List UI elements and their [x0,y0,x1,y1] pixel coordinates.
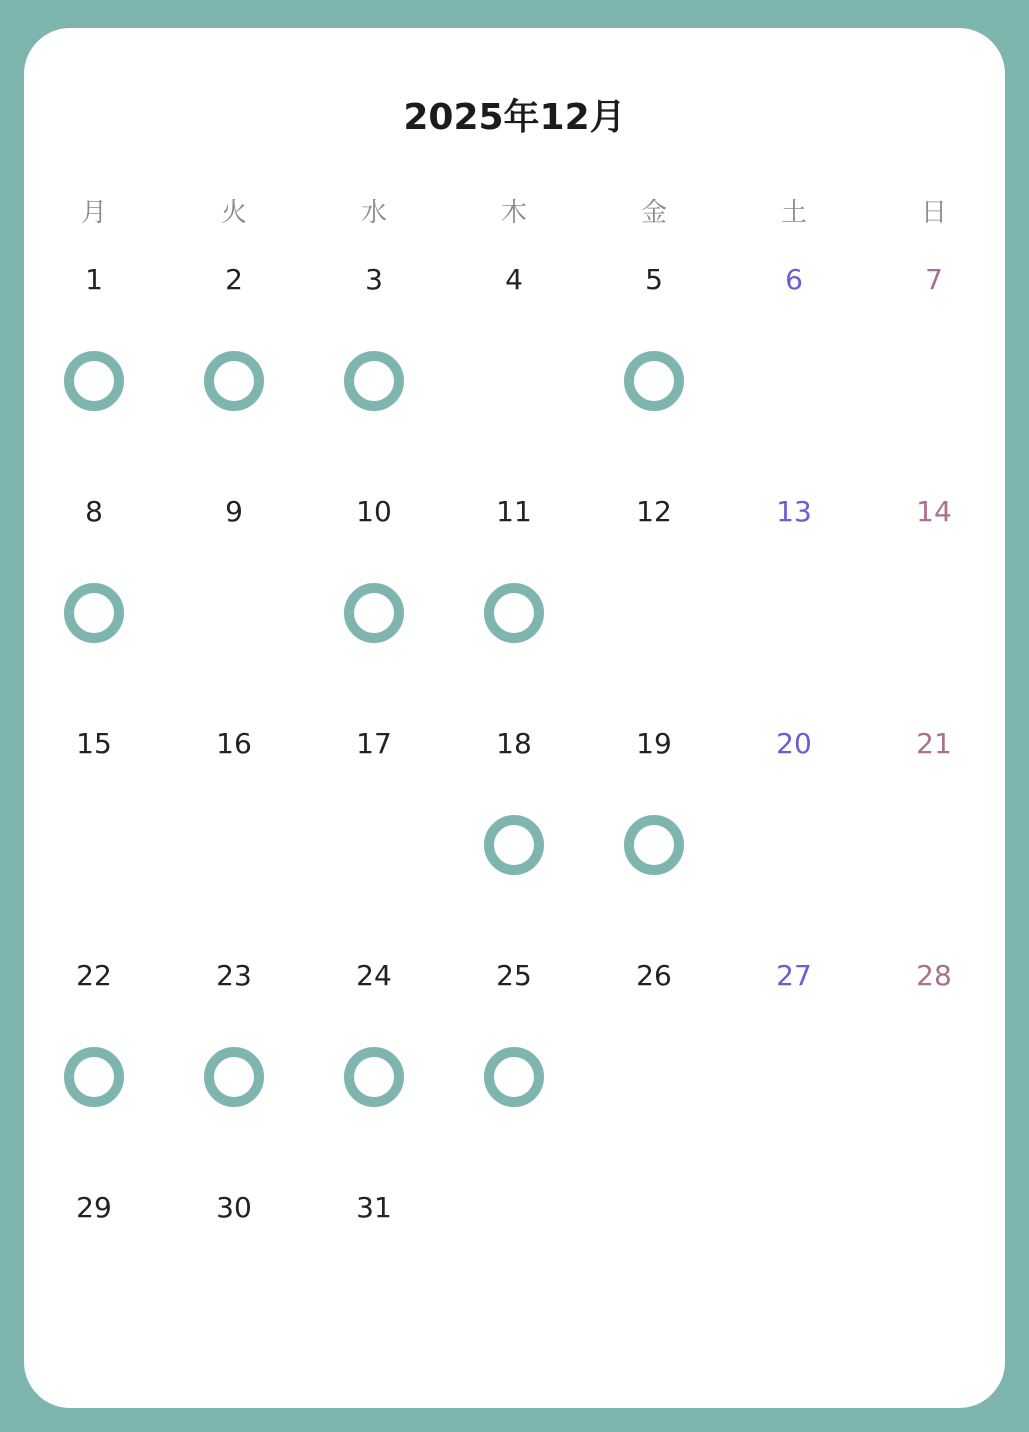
day-number[interactable]: 27 [776,959,812,992]
day-number[interactable]: 25 [496,959,532,992]
ring-icon [624,815,684,875]
day-number[interactable]: 24 [356,959,392,992]
day-number[interactable]: 31 [356,1191,392,1224]
ring-icon [344,1047,404,1107]
day-number[interactable]: 2 [225,263,243,296]
day-number[interactable]: 13 [776,495,812,528]
day-number[interactable]: 17 [356,727,392,760]
day-number[interactable]: 19 [636,727,672,760]
day-number[interactable]: 18 [496,727,532,760]
day-number[interactable]: 29 [76,1191,112,1224]
calendar-title: 2025年12月 [403,97,626,138]
day-number[interactable]: 12 [636,495,672,528]
day-number[interactable]: 16 [216,727,252,760]
ring-icon [64,351,124,411]
day-number[interactable]: 9 [225,495,243,528]
calendar-card [24,28,1005,1408]
day-number[interactable]: 1 [85,263,103,296]
ring-icon [484,1047,544,1107]
day-number[interactable]: 8 [85,495,103,528]
ring-icon [624,351,684,411]
ring-icon [64,583,124,643]
ring-icon [204,1047,264,1107]
day-number[interactable]: 15 [76,727,112,760]
weekday-header-mon: 月 [80,198,107,228]
ring-icon [344,583,404,643]
ring-icon [344,351,404,411]
day-number[interactable]: 22 [76,959,112,992]
weekday-header-sat: 土 [780,198,807,228]
day-number[interactable]: 23 [216,959,252,992]
ring-icon [204,351,264,411]
weekday-header-fri: 金 [640,198,667,228]
ring-icon [484,815,544,875]
weekday-header-tue: 火 [220,198,247,228]
day-number[interactable]: 5 [645,263,663,296]
day-number[interactable]: 30 [216,1191,252,1224]
day-number[interactable]: 21 [916,727,952,760]
day-number[interactable]: 10 [356,495,392,528]
day-number[interactable]: 6 [785,263,803,296]
day-number[interactable]: 28 [916,959,952,992]
ring-icon [64,1047,124,1107]
day-number[interactable]: 26 [636,959,672,992]
day-number[interactable]: 14 [916,495,952,528]
day-number[interactable]: 3 [365,263,383,296]
weekday-header-wed: 水 [360,198,387,228]
weekday-header-sun: 日 [920,198,947,228]
ring-icon [484,583,544,643]
day-number[interactable]: 20 [776,727,812,760]
day-number[interactable]: 11 [496,495,532,528]
day-number[interactable]: 4 [505,263,523,296]
weekday-header-thu: 木 [500,198,527,228]
day-number[interactable]: 7 [925,263,943,296]
